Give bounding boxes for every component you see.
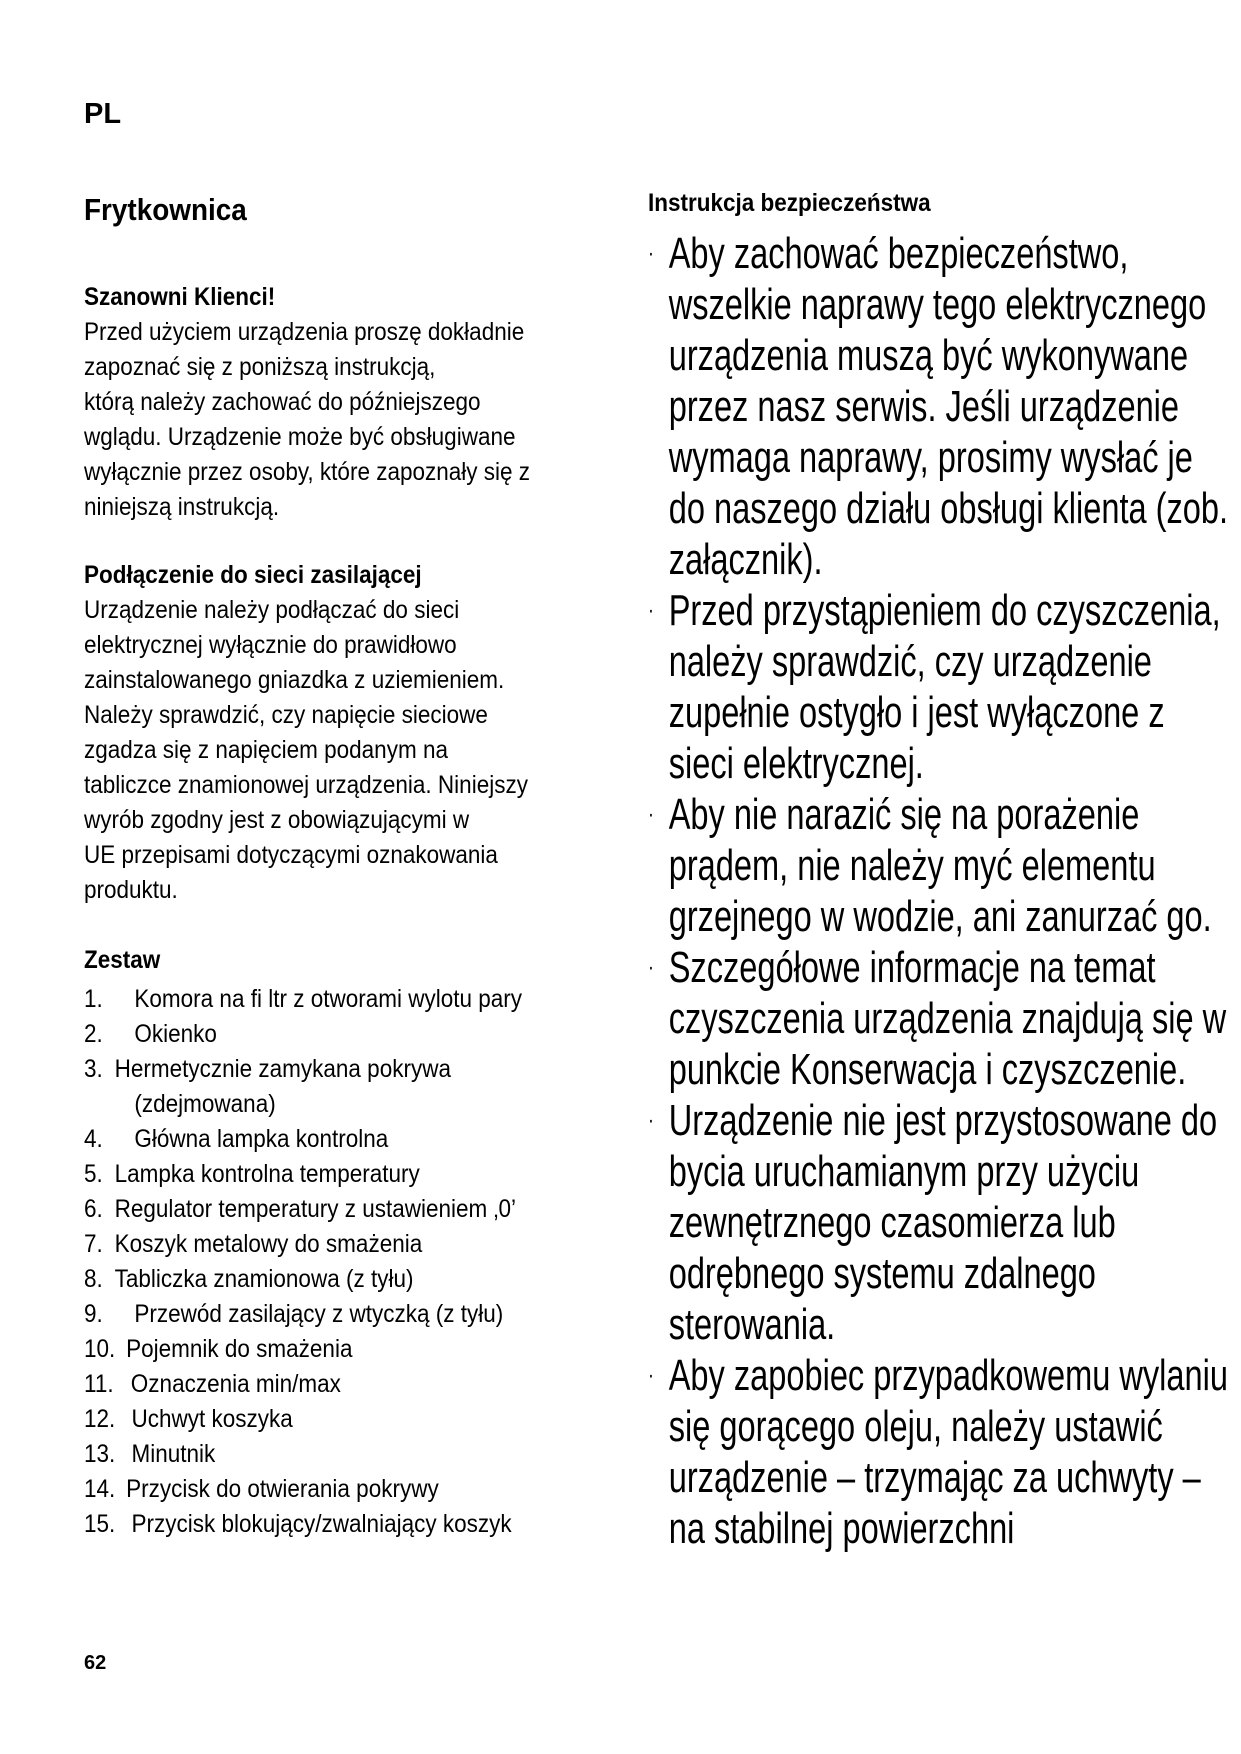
item-text: Okienko [134, 1020, 217, 1048]
power-line: UE przepisami dotyczącymi oznakowania [84, 841, 498, 869]
list-item [648, 1095, 1229, 1350]
list-item [84, 1122, 588, 1157]
safety-text: Aby zachować bezpieczeństwo, wszelkie naprawy tego elektrycznego urządzenia muszą być wykonywane przez nasz serwis. Jeśli urządzenie wymaga naprawy, prosimy wysłać je do naszego działu obsługi klienta (zob. załącznik). [668, 229, 1229, 584]
item-number: 9. [84, 1300, 103, 1328]
list-item [84, 982, 588, 1017]
item-text: Pojemnik do smażenia [126, 1335, 353, 1363]
list-item [84, 1402, 588, 1437]
intro-line: niniejszą instrukcją. [84, 493, 280, 521]
list-item [84, 1332, 588, 1367]
list-item [84, 1262, 588, 1297]
intro-line: wglądu. Urządzenie może być obsługiwane [84, 423, 516, 451]
item-number: 10. [84, 1335, 116, 1363]
intro-heading: Szanowni Klienci! [84, 283, 276, 311]
list-item [84, 1192, 588, 1227]
power-heading: Podłączenie do sieci zasilającej [84, 561, 422, 589]
bullet-icon: · [648, 240, 654, 267]
left-column [84, 190, 588, 1542]
item-text: Oznaczenia min/max [130, 1370, 341, 1398]
list-item [648, 942, 1229, 1095]
item-text: Uchwyt koszyka [131, 1405, 293, 1433]
safety-text: Szczegółowe informacje na temat czyszczenia urządzenia znajdują się w punkcie Konserwacja i czyszczenie. [668, 943, 1227, 1094]
bullet-icon: · [648, 954, 654, 981]
bullet-icon: · [648, 1362, 654, 1389]
power-line: zainstalowanego gniazdka z uziemieniem. [84, 666, 505, 694]
safety-text: Aby zapobiec przypadkowemu wylaniu się gorącego oleju, należy ustawić urządzenie – trzymając za uchwyty – na stabilnej powierzchni [668, 1351, 1228, 1553]
item-text: Przewód zasilający z wtyczką (z tyłu) [134, 1300, 504, 1328]
intro-line: zapoznać się z poniższą instrukcją, [84, 353, 436, 381]
item-text: Minutnik [131, 1440, 216, 1468]
item-text: Koszyk metalowy do smażenia [114, 1230, 423, 1258]
intro-line: wyłącznie przez osoby, które zapoznały się z [84, 458, 531, 486]
item-text: Główna lampka kontrolna [134, 1125, 389, 1153]
safety-text: Urządzenie nie jest przystosowane do bycia uruchamianym przy użyciu zewnętrznego czasomierza lub odrębnego systemu zdalnego sterowania. [668, 1096, 1218, 1349]
power-line: elektrycznej wyłącznie do prawidłowo [84, 631, 457, 659]
item-text: Hermetycznie zamykana pokrywa [114, 1055, 451, 1083]
item-number: 4. [84, 1125, 103, 1153]
list-item [84, 1017, 588, 1052]
item-number: 6. [84, 1195, 103, 1223]
safety-list [648, 228, 1238, 1554]
item-number: 2. [84, 1020, 103, 1048]
list-item [648, 789, 1229, 942]
item-number: 13. [84, 1440, 116, 1468]
list-item [84, 1087, 588, 1122]
item-number: 7. [84, 1230, 103, 1258]
power-line: wyrób zgodny jest z obowiązującymi w [84, 806, 470, 834]
item-text: Przycisk blokujący/zwalniający koszyk [131, 1510, 512, 1538]
intro-section [84, 280, 588, 525]
item-number: 1. [84, 985, 103, 1013]
list-item [84, 1472, 588, 1507]
list-item [84, 1157, 588, 1192]
item-text: Lampka kontrolna temperatury [114, 1160, 420, 1188]
power-line: zgadza się z napięciem podanym na [84, 736, 448, 764]
bullet-icon: · [648, 1107, 654, 1134]
bullet-icon: · [648, 801, 654, 828]
list-item [84, 1227, 588, 1262]
power-line: produktu. [84, 876, 178, 904]
right-column [648, 186, 1238, 1554]
item-number: 15. [84, 1510, 116, 1538]
safety-text: Przed przystąpieniem do czyszczenia, należy sprawdzić, czy urządzenie zupełnie ostygło i jest wyłączone z sieci elektrycznej. [668, 586, 1221, 788]
item-text: Komora na fi ltr z otworami wylotu pary [134, 985, 523, 1013]
item-number: 5. [84, 1160, 103, 1188]
power-section [84, 558, 588, 908]
item-number: 8. [84, 1265, 103, 1293]
page-number: 62 [84, 1652, 107, 1674]
kit-list [84, 982, 588, 1542]
item-number: 3. [84, 1055, 103, 1083]
safety-heading: Instrukcja bezpieczeństwa [648, 189, 931, 217]
list-item [84, 1437, 588, 1472]
list-item [648, 585, 1229, 789]
safety-text: Aby nie narazić się na porażenie prądem, nie należy myć elementu grzejnego w wodzie, ani zanurzać go. [668, 790, 1212, 941]
language-code: PL [84, 98, 122, 130]
bullet-icon: · [648, 597, 654, 624]
power-line: tabliczce znamionowej urządzenia. Niniejszy [84, 771, 528, 799]
page-title: Frytkownica [84, 192, 247, 227]
item-text: Tabliczka znamionowa (z tyłu) [114, 1265, 414, 1293]
power-line: Urządzenie należy podłączać do sieci [84, 596, 460, 624]
list-item [84, 1367, 588, 1402]
power-line: Należy sprawdzić, czy napięcie sieciowe [84, 701, 488, 729]
item-number: 11. [84, 1370, 114, 1398]
item-number: 12. [84, 1405, 116, 1433]
item-text: Regulator temperatury z ustawieniem ‚0’ [114, 1195, 517, 1223]
intro-line: którą należy zachować do późniejszego [84, 388, 481, 416]
item-number: 14. [84, 1475, 116, 1503]
item-text: Przycisk do otwierania pokrywy [126, 1475, 439, 1503]
list-item [648, 1350, 1229, 1554]
list-item [84, 1052, 588, 1087]
list-item [84, 1297, 588, 1332]
item-text: (zdejmowana) [134, 1090, 276, 1118]
intro-line: Przed użyciem urządzenia proszę dokładnie [84, 318, 525, 346]
list-item [84, 1507, 588, 1542]
kit-heading: Zestaw [84, 946, 161, 974]
kit-section [84, 943, 588, 1542]
list-item [648, 228, 1229, 585]
